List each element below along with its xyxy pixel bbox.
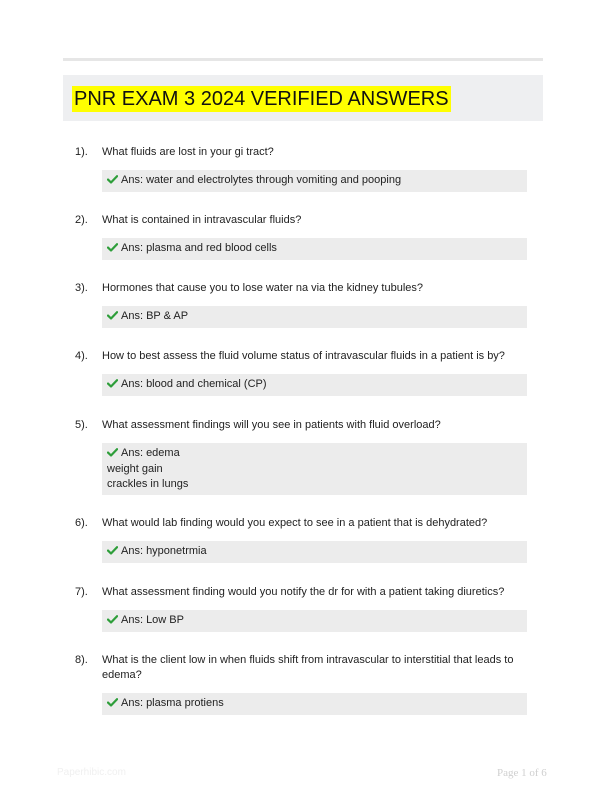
question-number: 5). [75, 419, 88, 431]
question-text: What fluids are lost in your gi tract? [102, 146, 274, 158]
question-text: Hormones that cause you to lose water na via the kidney tubules? [102, 282, 424, 294]
answer-box [102, 306, 527, 328]
answer-box [102, 374, 527, 396]
answer-box [102, 170, 527, 192]
answer-text: Ans: blood and chemical (CP) [121, 378, 267, 390]
answer-text: Ans: plasma and red blood cells [121, 242, 277, 254]
check-icon [107, 242, 118, 257]
page-title: PNR EXAM 3 2024 VERIFIED ANSWERS [74, 88, 449, 110]
answer-box [102, 693, 527, 715]
answer-text: weight gain [107, 463, 163, 475]
answer-line [107, 309, 522, 325]
check-icon [107, 378, 118, 393]
check-icon [107, 545, 118, 560]
answer-text: Ans: hyponetrmia [121, 545, 207, 557]
question-number: 2). [75, 214, 88, 226]
question-text: What would lab finding would you expect to see in a patient that is dehydrated? [102, 517, 488, 529]
answer-line [107, 241, 522, 257]
question-number: 6). [75, 517, 88, 529]
answer-box [102, 541, 527, 563]
top-rule [63, 58, 543, 61]
question-text: What is the client low in when fluids shift from intravascular to interstitial that leads to edema? [102, 654, 514, 681]
answer-line [107, 477, 522, 492]
question-text: What is contained in intravascular fluids? [102, 214, 302, 226]
question-text: What assessment finding would you notify the dr for with a patient taking diuretics? [102, 586, 505, 598]
answer-box [102, 238, 527, 260]
answer-text: Ans: plasma protiens [121, 697, 224, 709]
question-number: 7). [75, 586, 88, 598]
question-number: 3). [75, 282, 88, 294]
answer-line [107, 462, 522, 477]
page-indicator: Page 1 of 6 [497, 767, 547, 779]
answer-line [107, 377, 522, 393]
question-text: What assessment findings will you see in patients with fluid overload? [102, 419, 441, 431]
answer-text: Ans: Low BP [121, 614, 184, 626]
question-number: 8). [75, 654, 88, 666]
check-icon [107, 174, 118, 189]
answer-line [107, 173, 522, 189]
answer-text: Ans: water and electrolytes through vomiting and pooping [121, 174, 402, 186]
check-icon [107, 310, 118, 325]
title-banner [63, 75, 543, 121]
answer-box [102, 610, 527, 632]
check-icon [107, 447, 118, 462]
answer-text: Ans: BP & AP [121, 310, 189, 322]
answer-text: Ans: edema [121, 447, 180, 459]
check-icon [107, 697, 118, 712]
question-number: 1). [75, 146, 88, 158]
check-icon [107, 614, 118, 629]
answer-box [102, 443, 527, 495]
answer-line [107, 613, 522, 629]
answer-line [107, 696, 522, 712]
question-number: 4). [75, 350, 88, 362]
question-text: How to best assess the fluid volume status of intravascular fluids in a patient is by? [102, 350, 505, 362]
answer-line [107, 544, 522, 560]
footer-watermark: Paperhibic.com [57, 767, 126, 778]
answer-line [107, 446, 522, 462]
answer-text: crackles in lungs [107, 478, 189, 490]
